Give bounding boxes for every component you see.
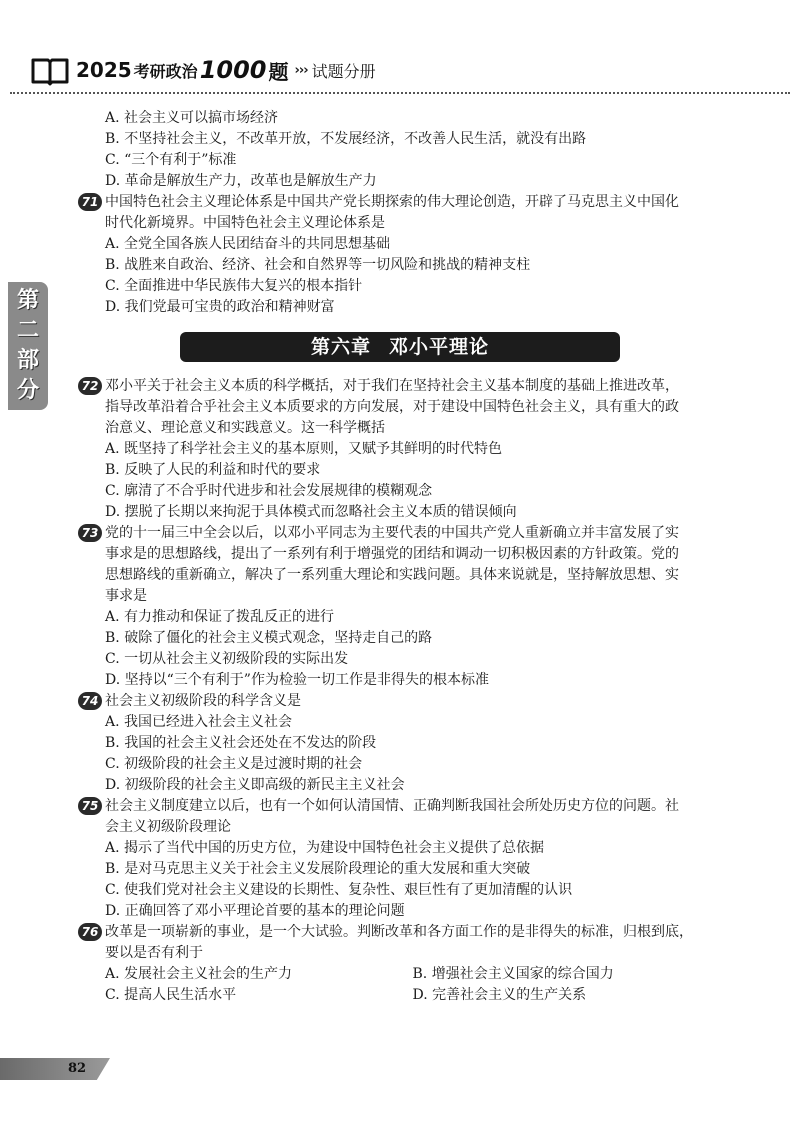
question-stem-line: 71 中国特色社会主义理论体系是中国共产党长期探索的伟大理论创造，开辟了马克思主义中国化 — [80, 192, 720, 213]
option: A. 我国已经进入社会主义社会 — [105, 714, 293, 730]
header-ti: 题 — [268, 59, 289, 84]
question-stem-line: 会主义初级阶段理论 — [105, 819, 231, 835]
chapter-number: 第六章 — [310, 336, 371, 358]
header-year: 2025 — [76, 58, 132, 82]
header-count: 1000 — [199, 56, 267, 84]
option: D. 摆脱了长期以来拘泥于具体模式而忽略社会主义本质的错误倾向 — [105, 504, 517, 520]
question-71 — [80, 192, 720, 318]
header-title: 考研政治 — [133, 61, 198, 81]
option: C. 提高人民生活水平 — [105, 987, 237, 1003]
continued-options — [80, 108, 720, 192]
option: C. “三个有利于”标准 — [105, 152, 237, 168]
question-stem-line: 事求是的思想路线，提出了一系列有利于增强党的团结和调动一切积极因素的方针政策。党的 — [105, 546, 679, 562]
option: B. 战胜来自政治、经济、社会和自然界等一切风险和挑战的精神支柱 — [105, 257, 531, 273]
option: C. 使我们党对社会主义建设的长期性、复杂性、艰巨性有了更加清醒的认识 — [105, 882, 573, 898]
page-content — [80, 108, 720, 1006]
option: B. 增强社会主义国家的综合国力 — [412, 966, 614, 982]
option: C. 全面推进中华民族伟大复兴的根本指针 — [105, 278, 363, 294]
chapter-title: 邓小平理论 — [389, 336, 490, 358]
side-tab-char: 部 — [16, 348, 39, 373]
option: C. 一切从社会主义初级阶段的实际出发 — [105, 651, 349, 667]
side-tab-char: 第 — [16, 288, 39, 313]
side-tab-char: 二 — [16, 318, 39, 343]
question-stem-line: 要以是否有利于 — [105, 945, 203, 961]
option: A. 发展社会主义社会的生产力 — [105, 966, 293, 982]
option: D. 完善社会主义的生产关系 — [412, 987, 587, 1003]
question-72 — [80, 376, 720, 523]
option: B. 不坚持社会主义，不改革开放，不发展经济，不改善人民生活，就没有出路 — [105, 131, 587, 147]
question-number-badge: 72 — [78, 377, 102, 395]
option: D. 正确回答了邓小平理论首要的基本的理论问题 — [105, 903, 405, 919]
option: C. 初级阶段的社会主义是过渡时期的社会 — [105, 756, 363, 772]
question-number-badge: 74 — [78, 692, 102, 710]
option: B. 破除了僵化的社会主义模式观念，坚持走自己的路 — [105, 630, 433, 646]
question-number-badge: 76 — [78, 923, 102, 941]
chapter-heading — [80, 318, 720, 376]
option: D. 坚持以“三个有利于”作为检验一切工作是非得失的根本标准 — [105, 672, 489, 688]
question-stem-line: 治意义、理论意义和实践意义。这一科学概括 — [105, 420, 385, 436]
option: C. 廓清了不合乎时代进步和社会发展规律的模糊观念 — [105, 483, 433, 499]
option: D. 初级阶段的社会主义即高级的新民主主义社会 — [105, 777, 405, 793]
option: A. 有力推动和保证了拨乱反正的进行 — [105, 609, 335, 625]
question-74 — [80, 691, 720, 796]
question-number-badge: 75 — [78, 797, 102, 815]
question-number-badge: 71 — [78, 193, 102, 211]
question-stem-line: 74 社会主义初级阶段的科学含义是 — [80, 691, 720, 712]
header-divider — [10, 92, 790, 94]
question-stem-line: 时代化新境界。中国特色社会主义理论体系是 — [105, 215, 385, 231]
question-number-badge: 73 — [78, 524, 102, 542]
question-stem-line: 75 社会主义制度建立以后，也有一个如何认清国情、正确判断我国社会所处历史方位的问题。社 — [80, 796, 720, 817]
question-stem-line: 思想路线的重新确立，解决了一系列重大理论和实践问题。具体来说就是，坚持解放思想、实 — [105, 567, 679, 583]
page-number: 82 — [68, 1061, 87, 1076]
open-book-icon — [30, 54, 70, 86]
question-stem-line: 76 改革是一项崭新的事业，是一个大试验。判断改革和各方面工作的是非得失的标准，归根到底， — [80, 922, 720, 943]
header-arrows: ››› — [294, 62, 308, 78]
question-76 — [80, 922, 720, 1006]
option: A. 全党全国各族人民团结奋斗的共同思想基础 — [105, 236, 391, 252]
question-stem-line: 72 邓小平关于社会主义本质的科学概括，对于我们在坚持社会主义基本制度的基础上推进改革， — [80, 376, 720, 397]
question-73 — [80, 523, 720, 691]
option: A. 社会主义可以搞市场经济 — [105, 110, 279, 126]
option-row — [80, 985, 720, 1006]
header-subtitle: 试题分册 — [311, 61, 376, 81]
option: D. 我们党最可宝贵的政治和精神财富 — [105, 299, 335, 315]
option: A. 揭示了当代中国的历史方位，为建设中国特色社会主义提供了总依据 — [105, 840, 545, 856]
option: B. 我国的社会主义社会还处在不发达的阶段 — [105, 735, 377, 751]
part-side-tab — [8, 282, 48, 410]
option: B. 是对马克思主义关于社会主义发展阶段理论的重大发展和重大突破 — [105, 861, 531, 877]
question-stem-line: 73 党的十一届三中全会以后，以邓小平同志为主要代表的中国共产党人重新确立并丰富发展了实 — [80, 523, 720, 544]
question-stem-line: 指导改革沿着合乎社会主义本质要求的方向发展，对于建设中国特色社会主义，具有重大的政 — [105, 399, 679, 415]
option: D. 革命是解放生产力，改革也是解放生产力 — [105, 173, 377, 189]
option: B. 反映了人民的利益和时代的要求 — [105, 462, 321, 478]
chapter-banner — [180, 332, 620, 362]
side-tab-char: 分 — [16, 378, 39, 403]
page-header — [30, 52, 780, 88]
question-75 — [80, 796, 720, 922]
question-stem-line: 事求是 — [105, 588, 147, 604]
option-row — [80, 964, 720, 985]
option: A. 既坚持了科学社会主义的基本原则，又赋予其鲜明的时代特色 — [105, 441, 503, 457]
